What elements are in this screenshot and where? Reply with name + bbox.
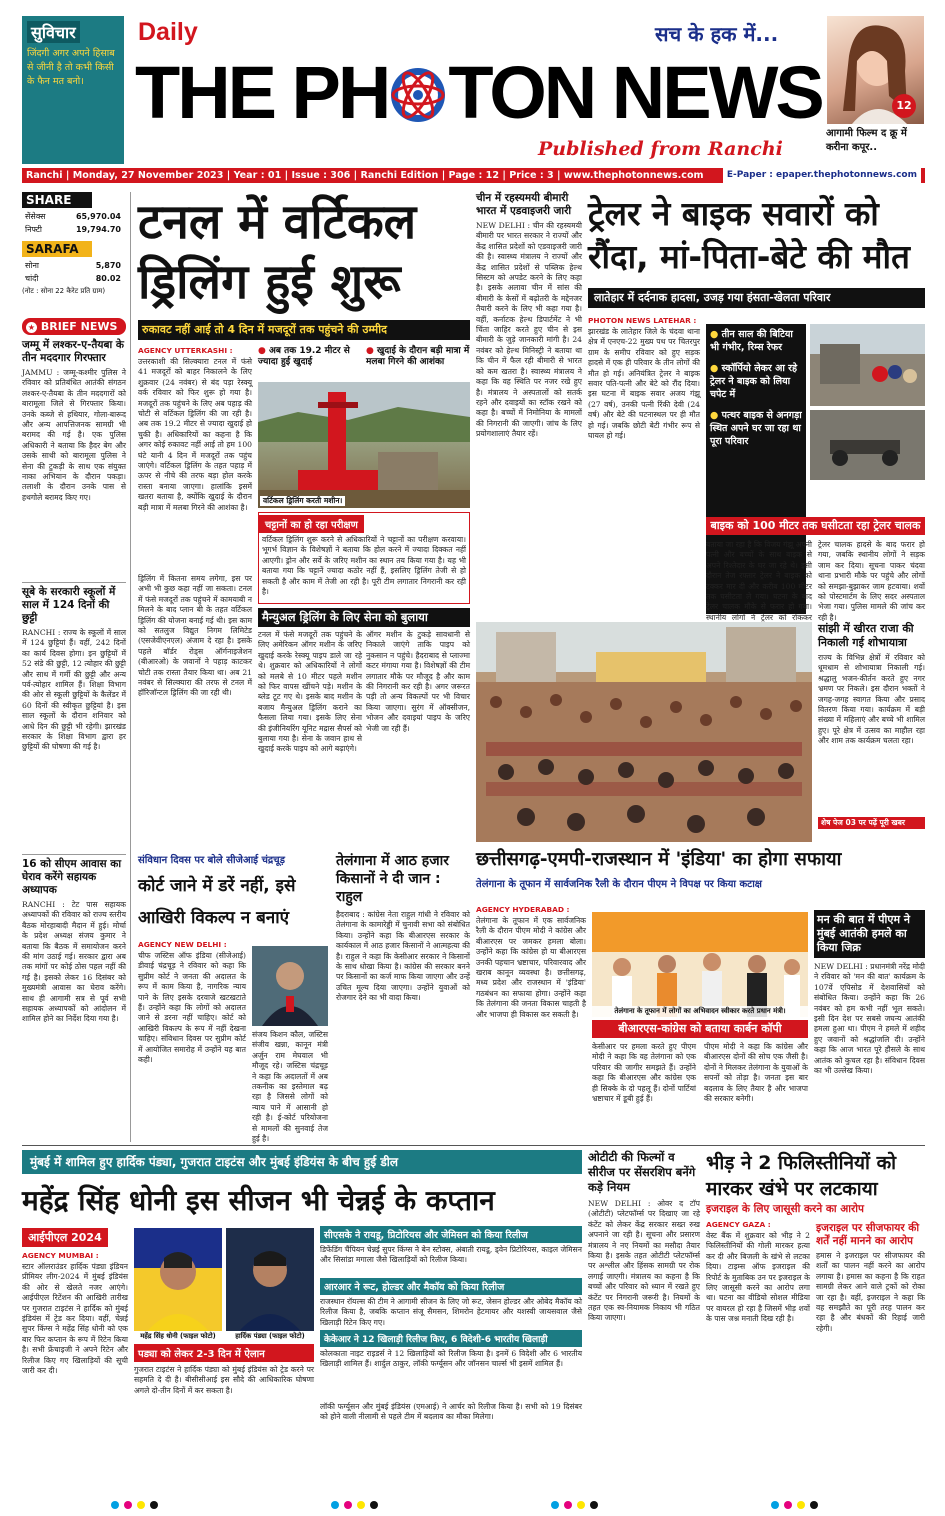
trailer-headline-line2: रौंदा, मां-पिता-बेटे की मौत [588, 237, 910, 276]
india-box-body-2: पीएम मोदी ने कहा कि कांग्रेस और बीआरएस दोनों की सोच एक जैसी है। दोनों ने मिलकर तेलंगाना के युवाओं के सपनों को तोड़ा है। जनता इस बार बदलाव के लिए तैयार है और भाजपा की सरकार बनेगी। [704, 1042, 808, 1104]
sports-list-1-title[interactable]: सीएसके ने रायडू, प्रिटोरियस और जेमिसन को किया रिलीज [320, 1226, 582, 1243]
ott-story [588, 1150, 700, 1485]
trailer-bullet-1 [710, 328, 802, 354]
india-agency: AGENCY HYDERABAD : [476, 905, 570, 914]
trailer-body-3: ट्रेलर चालक हादसे के बाद फरार हो गया, जबकि स्थानीय लोगों ने सड़क जाम कर दिया। सूचना पाकर चंदवा थाना प्रभारी मौके पर पहुंचे और लोगों को समझा-बुझाकर जाम हटवाया। शवों को पोस्टमार्टम के लिए सदर अस्पताल भेजा गया। पुलिस मामले की जांच कर रही है। [818, 540, 925, 622]
gaza-headline-line2: मारकर खंभे पर लटकाया [706, 1178, 878, 1200]
masthead-published: Published from Ranchi [538, 138, 783, 160]
telangana-story [336, 852, 470, 1140]
brief-story-1-body: JAMMU : जम्मू-कश्मीर पुलिस ने रविवार को प्रतिबंधित आतंकी संगठन लश्कर-ए-तैयबा के तीन मददगारों को बारामूला जिले से गिरफ्तार किया। उनके कब्जे से हथियार, गोला-बारूद और अन्य आपत्तिजनक सामग्री भी बरामद की गई है। एक पुलिस अधिकारी ने बताया कि हैदर बेग और उसके साथी को बारामूला पुलिस ने सेना की टुकड़ी के साथ एक संयुक्त नाका अभियान के दौरान पकड़ा। तलाशी के दौरान उनके पास से हथगोले बरामद किए गए। [22, 368, 126, 502]
lead-box-army [258, 608, 470, 841]
sanjhi-body: राज्य के विभिन्न क्षेत्रों में रविवार को धूमधाम से शोभायात्रा निकाली गई। श्रद्धालु भजन-कीर्तन करते हुए नगर भ्रमण पर निकले। इस दौरान भक्तों ने जगह-जगह स्वागत किया और प्रसाद वितरण किया गया। कार्यक्रम में बड़ी संख्या में महिलाएं और बच्चे भी शामिल हुए। पूरे क्षेत्र में उत्सव का माहौल रहा और शाम तक कार्यक्रम चलता रहा। [818, 653, 925, 746]
sports-list [320, 1226, 582, 1486]
sports-list-4-title[interactable]: केकेआर ने 12 खिलाड़ी रिलीज किए, 6 विदेशी-6 भारतीय खिलाड़ी [320, 1330, 582, 1347]
brief-news-title: BRIEF NEWS [40, 320, 118, 333]
sports-list-3-body: गुजरात टाइटंस ने हार्दिक पंड्या को मुंबई इंडियंस को ट्रेड करने पर सहमति दे दी है। बीसीसीआई इस सौदे की आधिकारिक घोषणा अगले दो-तीन दिनों में कर सकता है। [134, 1365, 314, 1395]
gaza-col1 [706, 1220, 810, 1485]
nifty-label: निफ्टी [25, 225, 42, 234]
masthead-tagline: सच के हक में... [655, 22, 779, 46]
dhoni-photo[interactable] [134, 1228, 222, 1340]
lead-box-army-body-2: ऑगर मशीन के टुकड़े सावधानी से निकाले जाएंगे ताकि पाइप को नुकसान न पहुंचे। हैदराबाद से प्लाज्मा कटर मंगाया गया है। विशेषज्ञों की टीम लगातार मौके पर मौजूद है और काम की निगरानी कर रही है। अगर जरूरत पड़ी तो अन्य विकल्पों पर भी विचार किया जाएगा। सुरंग में ऑक्सीजन, भोजन और दवाइयां पाइप के जरिए भेजी जा रही हैं। [366, 630, 470, 733]
gold-value: 5,870 [95, 261, 121, 270]
lead-body-1: उत्तरकाशी की सिल्क्यारा टनल में फंसे 41 मजदूरों को बाहर निकालने के लिए शुक्रवार (24 नवंबर) से बंद पड़ा रेस्क्यू वर्क रविवार को फिर शुरू हो गया है। मजदूरों तक पहुंचने के लिए अब पहाड़ की चोटी से वर्टिकल ड्रिलिंग की जा रही है। अब तक 19.2 मीटर से ज्यादा खुदाई हो चुकी है। अधिकारियों का कहना है कि अगर कोई रुकावट नहीं आई तो हम 100 घंटे यानी 4 दिन में मजदूरों तक पहुंच जाएंगे। वर्टिकल ड्रिलिंग के तहत पहाड़ में ऊपर से नीचे की तरफ बड़ा होल करके रास्ता बनाया जाएगा। हालांकि इसमें खतरा बताया है, क्योंकि खुदाई के दौरान बड़ी मात्रा में मलबा गिरने की आशंका है। [138, 357, 252, 512]
share-title: SHARE [22, 192, 92, 208]
trailer-bullet-2 [710, 362, 802, 401]
gaza-box-title[interactable]: इजराइल पर सीजफायर की शर्तें नहीं मानने का आरोप [816, 1222, 920, 1247]
info-city: Ranchi [26, 170, 63, 181]
bullet-icon: ● [366, 346, 377, 356]
sensex-label: सेंसेक्स [25, 212, 46, 221]
market-note: (नोट : सोना 22 कैरेट प्रति ग्राम) [22, 287, 106, 295]
photon-atom-logo [389, 51, 447, 109]
cji-col1 [138, 940, 246, 1140]
gaza-box-body: हमास ने इजराइल पर सीजफायर की शर्तों का पालन नहीं करने का आरोप लगाया है। हमास का कहना है कि राहत सामग्री लेकर आने वाले ट्रकों को रोका जा रहा है। वहीं, इजराइल ने कहा कि वह समझौते का पूरी तरह पालन कर रहा है और बंधकों की रिहाई जारी रहेगी। [816, 1251, 925, 1333]
info-bar: Ranchi | Monday, 27 November 2023 | Year : 01 | Issue : 306 | Ranchi Edition | Page : 12 | Price : 3 | www.thephotonnews.com E-Paper : epaper.thephotonnews.com [22, 168, 925, 183]
lead-box-rocks-body: वर्टिकल ड्रिलिंग शुरू करने से अधिकारियों ने चट्टानों का परीक्षण करवाया। भूगर्भ विज्ञान के विशेषज्ञों ने बताया कि होल करने में ज्यादा दिक्कत नहीं आएगी। ड्रोन और सर्वे के जरिए मशीन का स्थान तय किया गया है। यह भी बताया गया कि चट्टानें ज्यादा कठोर नहीं हैं, इसलिए ड्रिलिंग तेजी से हो सकती है और काम में तेजी आ रही है। पूरी टीम लगातार निगरानी कर रही है। [262, 535, 466, 597]
share-table [22, 210, 124, 236]
info-website[interactable]: www.thephotonnews.com [563, 170, 704, 181]
gaza-box [816, 1222, 925, 1485]
cji-photo[interactable] [252, 946, 328, 1026]
promo-photo[interactable] [827, 16, 924, 124]
brief-news-title-bar [22, 318, 126, 335]
india-body: तेलंगाना के तूफान में एक सार्वजनिक रैली के दौरान पीएम मोदी ने कांग्रेस और बीआरएस पर जमकर हमला बोला। उन्होंने कहा कि कांग्रेस हो या बीआरएस उनकी पहचान भ्रष्टाचार, परिवारवाद और खराब कानून व्यवस्था है। छत्तीसगढ़, मध्य प्रदेश और राजस्थान में 'इंडिया' गठबंधन का सफाया होगा। उन्होंने कहा कि तेलंगाना की जनता विकास चाहती है और भाजपा ही विकास कर सकती है। [476, 916, 586, 1019]
lead-bullet-2 [366, 346, 470, 368]
info-price: Price : 3 [509, 170, 554, 181]
sports-list-3-title[interactable]: पड्या को लेकर 2-3 दिन में ऐलान [134, 1344, 314, 1362]
print-registration-marks [110, 1495, 830, 1505]
gold-label: सोना [25, 261, 39, 270]
bullet-icon: ● [710, 410, 722, 421]
trailer-photo-caption: बाइक को 100 मीटर तक घसीटता रहा ट्रेलर चालक [706, 517, 925, 535]
trailer-bullet-3 [710, 409, 802, 448]
lead-bullets [258, 346, 470, 378]
india-box-col2 [704, 1042, 808, 1140]
rally-crowd-photo[interactable] [476, 622, 812, 842]
india-subhead: तेलंगाना के तूफान में सार्वजनिक रैली के दौरान पीएम ने विपक्ष पर किया कटाक्ष [476, 879, 762, 890]
sanjhi-story [818, 622, 925, 842]
brief-news-column [22, 318, 126, 1143]
india-box-body-1: केसीआर पर हमला करते हुए पीएम मोदी ने कहा कि वह तेलंगाना को एक परिवार की जागीर समझते हैं। उन्होंने कहा कि बीआरएस और कांग्रेस एक ही सिक्के के दो पहलू हैं। दोनों पार्टियां भ्रष्टाचार में डूबी हुई हैं। [592, 1042, 696, 1104]
trailer-bullet-1-text: तीन साल की बिटिया भी गंभीर, रिम्स रेफर [710, 329, 793, 353]
lead-story-col1 [138, 346, 252, 841]
china-body: NEW DELHI : चीन की रहस्यमयी बीमारी पर भारत सरकार ने राज्यों और केंद्र शासित प्रदेशों को एडवाइजरी जारी की है। स्वास्थ्य मंत्रालय ने राज्यों और केंद्र शासित प्रदेशों से पब्लिक हेल्थ सिस्टम को अपडेट करने के लिए कहा है। इसके अलावा चीन में सांस की बीमारी के केसों में बढ़ोतरी के मद्देनजर तैयारी करने के लिए भी कहा गया है। वहीं, कर्नाटक हेल्थ डिपार्टमेंट ने भी चिंता जाहिर करते हुए चीन से इस बीमारी के जुड़े जानकारी मांगी है। 24 नवंबर को हेल्थ मिनिस्ट्री ने बताया था कि चीन में फैल रही बीमारी से भारत को कम खतरा है। स्वास्थ्य मंत्रालय ने कहा कि वह स्थिति पर नजर रखे हुए है। मंत्रालय ने अस्पतालों को सतर्क रहने और दवाइयों का स्टॉक रखने को कहा है। बच्चों में निमोनिया के मामलों की निगरानी की जाएगी। जांच के लिए प्रयोगशालाएं तैयार रहें। [476, 221, 582, 439]
suvichar-box [22, 16, 124, 164]
india-col1 [476, 905, 586, 1140]
promo-page-badge: 12 [892, 94, 916, 118]
accident-photo[interactable] [810, 324, 925, 406]
suvichar-text: जिंदगी अगर अपने हिसाब से जीनी है तो कभी किसी के फैन मत बनो। [27, 48, 115, 87]
nifty-value: 19,794.70 [75, 225, 121, 234]
china-story [476, 192, 582, 592]
silver-label: चांदी [25, 274, 39, 283]
dhoni-caption: महेंद्र सिंह धोनी (फाइल फोटो) [134, 1331, 222, 1340]
gaza-body: वेस्ट बैंक में शुक्रवार को भीड़ ने 2 फिलिस्तीनियों की गोली मारकर हत्या कर दी और बिजली के खंभे से लटका दिया। टाइम्स ऑफ इजराइल की रिपोर्ट के मुताबिक उन पर इजराइल के लिए जासूसी करने का आरोप लगा था। घटना का वीडियो सोशल मीडिया पर वायरल हो रहा है जिसमें भीड़ शवों के पास जश्न मनाती दिख रही है। [706, 1231, 810, 1324]
sports-col1 [22, 1226, 128, 1484]
trailer-col3 [818, 540, 925, 622]
silver-value: 80.02 [95, 274, 121, 283]
suvichar-title: सुविचार [27, 21, 80, 43]
cji-body-2: संजय किशन कौल, जस्टिस संजीव खन्ना, कानून मंत्री अर्जुन राम मेघवाल भी मौजूद रहे। जस्टिस चंद्रचूड़ ने कहा कि अदालतों में अब तकनीक का इस्तेमाल बढ़ रहा है जिससे लोगों को न्याय पाने में आसानी हो रही है। ई-कोर्ट परियोजना से मामलों की सुनवाई तेज हुई है। [252, 1030, 328, 1144]
lead-box-army-title: मैन्युअल ड्रिलिंग के लिए सेना को बुलाया [258, 608, 470, 627]
lead-headline-line1: टनल में वर्टिकल [138, 194, 417, 250]
brief-story-1-head[interactable]: जम्मू में लश्कर-ए-तैयबा के तीन मददगार गिरफ्तार [22, 339, 124, 364]
info-edition: Ranchi Edition [360, 170, 439, 181]
brief-story-3-body: RANCHI : टेट पास सहायक अध्यापकों की रविवार को राज्य स्तरीय बैठक मोरहाबादी मैदान में हुई। मोर्चा के प्रदेश अध्यक्ष संजय कुमार ने बताया कि बैठक में समायोजन करने की मांग उठाई गई। सरकार द्वारा अब तक मांगों पर कोई ठोस पहल नहीं की गई है। इसको लेकर 16 दिसंबर को मुख्यमंत्री आवास का घेराव करेंगे। साथ ही आगामी सत्र से पूर्व सभी सहायक अध्यापकों को आंदोलन में शामिल होने का निर्देश दिया गया है। [22, 900, 126, 1024]
masthead-title [135, 45, 825, 140]
pm-rally-photo[interactable] [592, 912, 808, 1017]
gaza-headline[interactable] [706, 1150, 925, 1202]
trailer-col1 [588, 316, 700, 616]
brief-story-2-head[interactable]: सूबे के सरकारी स्कूलों में साल में 124 दिनों की छुट्टी [22, 582, 126, 625]
sports-pandya-box [134, 1344, 314, 1484]
section-rule [22, 1145, 925, 1146]
sanjhi-headline[interactable]: सांझी में खीरत राजा की निकाली गई शोभायात्रा [818, 622, 914, 649]
trailer-bullet-2-text: स्कॉर्पियो लेकर आ रहे ट्रेलर ने बाइक को लिया चपेट में [710, 363, 798, 400]
india-box-title: बीआरएस-कांग्रेस को बताया कार्बन कॉपी [592, 1020, 808, 1038]
info-issue: Issue : 306 [291, 170, 351, 181]
telangana-body: हैदराबाद : कांग्रेस नेता राहुल गांधी ने रविवार को तेलंगाना के कामारेड्डी में चुनावी सभा को संबोधित किया। उन्होंने कहा कि बीआरएस सरकार के कार्यकाल में आठ हजार किसानों ने आत्महत्या की है। राहुल ने कहा कि केसीआर सरकार ने किसानों के साथ धोखा किया है। कांग्रेस की सरकार बनने पर किसानों का कर्ज माफ किया जाएगा और उन्हें उचित मूल्य दिया जाएगा। उन्होंने युवाओं को रोजगार देने का भी वादा किया। [336, 910, 470, 1003]
title-part2: TON NEWS [448, 51, 822, 134]
lead-bullet-1-text: अब तक 19.2 मीटर से ज्यादा हुई खुदाई [258, 346, 350, 367]
gaza-headline-line1: भीड़ ने 2 फिलिस्तीनियों को [706, 1152, 897, 1174]
column-rule [130, 192, 131, 1142]
lead-bullet-1 [258, 346, 358, 368]
cji-body-1: चीफ जस्टिस ऑफ इंडिया (सीजेआई) डीवाई चंद्रचूड़ ने रविवार को कहा कि सुप्रीम कोर्ट ने जनता की अदालत के रूप में काम किया है, नागरिक न्याय पाने के लिए इसके दरवाजे खटखटाते हैं। उन्होंने कहा कि लोगों को अदालत जाने से डरना नहीं चाहिए। कोर्ट को आखिरी विकल्प के रूप में नहीं देखना चाहिए। संविधान दिवस पर सुप्रीम कोर्ट में आयोजित समारोह में उन्होंने यह बात कही। [138, 951, 246, 1065]
sports-agency: AGENCY MUMBAI : [22, 1251, 99, 1260]
ott-body: NEW DELHI : ओवर द टॉप (ओटीटी) प्लेटफॉर्म्स पर दिखाए जा रहे कंटेंट को लेकर केंद्र सरकार सख्त रुख अपनाने जा रही है। सूचना और प्रसारण मंत्रालय ने नए नियमों का मसौदा तैयार किया है। इसके तहत ओटीटी प्लेटफॉर्म्स पर अश्लील और हिंसक सामग्री पर रोक लगाई जाएगी। मंत्रालय का कहना है कि बच्चों और परिवार को ध्यान में रखते हुए कंटेंट पर निगरानी जरूरी है। नियमों के तहत एक स्व-नियामक निकाय भी गठित किया जाएगा। [588, 1199, 700, 1323]
mann-story [814, 910, 925, 1140]
sanjhi-continue[interactable]: शेष पेज 03 पर पढ़ें पूरी खबर [818, 817, 925, 829]
lead-agency: AGENCY UTTERKASHI : [138, 346, 233, 355]
cji-kicker: संविधान दिवस पर बोले सीजेआई चंद्रचूड़ [138, 855, 285, 866]
lead-box-rocks-title: चट्टानों का हो रहा परीक्षण [259, 515, 364, 533]
sports-list-2-title[interactable]: आरआर ने रूट, होल्डर और मैकॉय को किया रिलीज [320, 1278, 582, 1295]
brief-story-2-body: RANCHI : राज्य के स्कूलों में साल में 124 छुट्टियां हैं। वहीं, 242 दिनों का कार्य दिवस होगा। इन छुट्टियों में 52 संडे की छुट्टी, 12 त्योहार की छुट्टी और साथ में गर्मी की छुट्टी और अन्य पर्व-त्योहार शामिल हैं। शिक्षा विभाग की ओर से स्कूली छुट्टियों के कैलेंडर में 60 दिनों की स्वीकृत छुट्टियां है। इस साल स्कूलों के दौरान शनिवार को आधे दिन की छुट्टी भी रहेगी। झारखंड सरकार के शिक्षा विभाग द्वारा हर छुट्टियों की घोषणा की गई है। [22, 628, 126, 752]
bullet-icon: ● [258, 346, 269, 356]
mann-body: NEW DELHI : प्रधानमंत्री नरेंद्र मोदी ने रविवार को 'मन की बात' कार्यक्रम के 107वें एपिसोड में देशवासियों को संबोधित किया। उन्होंने कहा कि 26 नवंबर को हम कभी नहीं भूल सकते। इसी दिन देश पर सबसे जघन्य आतंकी हमला हुआ था। पीएम ने हमले में शहीद हुए जवानों को श्रद्धांजलि दी। उन्होंने कहा कि आज भारत पूरे हौसले के साथ आतंक को कुचल रहा है। संविधान दिवस का भी उल्लेख किया। [814, 962, 925, 1076]
cji-headline-line1: कोर्ट जाने में डरें नहीं, इसे [138, 876, 296, 896]
masthead-daily: Daily [138, 18, 198, 46]
ipl-tag: आईपीएल 2024 [22, 1228, 108, 1247]
trailer-body-2: बताया जा रहा है कि विजय गंझू अपनी पत्नी और बच्चों के साथ बाइक से अपने रिश्तेदार के घर जा रहे थे। इसी दौरान तेज रफ्तार ट्रेलर ने बाइक को टक्कर मार दी और करीब 100 मीटर तक घसीटता ले गया। घटना के बाद ट्रेलर चालक मौके से फरार हो गया। स्थानीय लोगों ने ट्रेलर को रोककर [706, 540, 812, 622]
lead-box-army-body: टनल में फंसे मजदूरों तक पहुंचने के लिए अमेरिकन ऑगर मशीन के जरिए खुदाई करके रेस्क्यू पाइप डाले जा रहे थे। शुक्रवार को अधिकारियों ने लोगों को मलबे से 10 मीटर पहले मशीन को फिर वापस खींचने पड़े। मशीन के ब्लेड टूट गए थे। इसके बाद मशीन के बजाय मैन्युअल ड्रिलिंग कराने का फैसला लिया गया। इसके लिए सेना की इंजीनियरिंग यूनिट मद्रास सैपर्स को बुलाया गया है। सेना के जवान हाथ से खुदाई करके पाइप को आगे बढ़ाएंगे। [258, 630, 362, 754]
drilling-photo[interactable] [258, 382, 470, 508]
sarafa-table [22, 259, 124, 285]
accident-photo-2[interactable] [810, 410, 925, 480]
drilling-photo-caption: वर्टिकल ड्रिलिंग करती मशीन। [260, 496, 345, 506]
india-headline[interactable]: छत्तीसगढ़-एमपी-राजस्थान में 'इंडिया' का होगा सफाया [476, 849, 842, 870]
trailer-col2 [706, 540, 812, 622]
cji-agency: AGENCY NEW DELHI : [138, 940, 227, 949]
lead-bullet-2-text: खुदाई के दौरान बड़ी मात्रा में मलबा गिरने की आशंका [366, 346, 470, 367]
pm-rally-caption: तेलंगाना के तूफान में लोगों का अभिवादन स्वीकार करते प्रधान मंत्री। [592, 1006, 808, 1017]
info-epaper[interactable]: E-Paper : epaper.thephotonnews.com [723, 168, 921, 183]
trailer-headline-line1: ट्रेलर ने बाइक सवारों को [588, 194, 879, 233]
trailer-agency: PHOTON NEWS LATEHAR : [588, 316, 697, 325]
promo-text[interactable]: आगामी फिल्म द क्रू में करीना कपूर.. [826, 128, 907, 153]
sarafa-title: SARAFA [22, 241, 92, 257]
sports-bottom-text: लॉकी फर्ग्यूसन और मुंबई इंडियंस (एमआई) ने आर्चर को रिलीज किया है। सभी को 19 दिसंबर को होने वाली नीलामी से पहले टीम में बदलाव का मौका मिलेगा। [320, 1402, 582, 1422]
trailer-body-1: झारखंड के लातेहार जिले के चंदवा थाना क्षेत्र में एनएच-22 मुख्य पथ पर चितरपुर ग्राम के समीप रविवार को हुए सड़क हादसे में एक ही परिवार के तीन लोगों की मौत हो गई। अनियंत्रित ट्रेलर ने बाइक सवार पति-पत्नी और बेटे को रौंद दिया। इस घटना में बाइक सवार अजय गंझू (27 वर्ष), उनकी पत्नी रिंकी देवी (24 वर्ष) और बेटे की घटनास्थल पर ही मौत हो गई। जबकि छोटी बेटी गंभीर रूप से घायल हो गई। [588, 327, 700, 441]
info-page: Page : 12 [448, 170, 500, 181]
market-panel [22, 192, 124, 314]
sports-list-2-body: राजस्थान रॉयल्स की टीम ने आगामी सीजन के लिए जो रूट, जेसन होल्डर और ओबेद मैकॉय को रिलीज किया है, जबकि कप्तान संजू सैमसन, शिमरोन हेटमायर और यशस्वी जायसवाल जैसे खिलाड़ी रिटेन किए गए। [320, 1297, 582, 1327]
cji-headline-line2: आखिरी विकल्प न बनाएं [138, 908, 290, 928]
mann-headline[interactable]: मन की बात में पीएम ने मुंबई आतंकी हमले का किया जिक्र [814, 910, 925, 958]
hardik-caption: हार्दिक पंड्या (फाइल फोटो) [226, 1331, 314, 1340]
lead-headline[interactable] [138, 192, 468, 317]
gaza-subhead: इजराइल के लिए जासूसी करने का आरोप [706, 1203, 864, 1215]
telangana-headline[interactable]: तेलंगाना में आठ हजार किसानों ने दी जान : राहुल [336, 853, 449, 905]
trailer-headline[interactable] [588, 192, 925, 282]
title-part1: THE PH [135, 51, 389, 134]
sports-list-1-body: डिफेंडिंग चैंपियन चेन्नई सुपर किंग्स ने बेन स्टोक्स, अंबाती रायडू, ड्वेन प्रिटोरियस, काइल जेमिसन और सिसांडा मगाला जैसे खिलाड़ियों को रिलीज किया। [320, 1245, 582, 1265]
lead-body-2: ड्रिलिंग में कितना समय लगेगा, इस पर अभी भी कुछ कहा नहीं जा सकता। टनल में फंसे मजदूरों तक पहुंचने में कामयाबी न मिलने के बाद प्लान बी के तहत वर्टिकल ड्रिलिंग की योजना बनाई गई थी। इस काम को सतलुज विद्युत निगम लिमिटेड (एसजेवीएनएल) अंजाम दे रहा है। इसके पहले बॉर्डर रोड्स ऑर्गनाइजेशन (बीआरओ) के जवानों ने पहाड़ काटकर चोटी तक रास्ता तैयार किया था। अब 21 नवंबर से सिल्क्यारा की तरफ से टनल में हॉरिजॉन्टल ड्रिलिंग की जा रही थी। [138, 574, 252, 698]
sports-banner[interactable]: मुंबई में शामिल हुए हार्दिक पंड्या, गुजरात टाइटंस और मुंबई इंडियंस के बीच हुई डील [22, 1150, 582, 1174]
bullet-icon: ● [710, 363, 722, 374]
cji-col2 [252, 1030, 328, 1144]
sensex-value: 65,970.04 [75, 212, 121, 221]
gaza-agency: AGENCY GAZA : [706, 1220, 771, 1229]
hardik-photo[interactable] [226, 1228, 314, 1340]
info-year: Year : 01 [233, 170, 282, 181]
bullet-icon: ● [710, 329, 722, 340]
china-headline[interactable]: चीन में रहस्यमयी बीमारी भारत में एडवाइजरी जारी [476, 192, 572, 217]
cji-headline[interactable] [138, 870, 328, 936]
brief-news-icon: ★ [27, 323, 36, 332]
sports-list-4-body: कोलकाता नाइट राइडर्स ने 12 खिलाड़ियों को रिलीज किया है। इनमें 6 विदेशी और 6 भारतीय खिलाड़ी शामिल हैं। शार्दुल ठाकुर, लॉकी फर्ग्यूसन और जॉनसन चार्ल्स भी इसमें शामिल हैं। [320, 1349, 582, 1369]
trailer-subhead: लातेहार में दर्दनाक हादसा, उजड़ गया हंसता-खेलता परिवार [588, 288, 925, 308]
lead-headline-line2: ड्रिलिंग हुई शुरू [138, 254, 401, 310]
india-box-col1 [592, 1042, 696, 1140]
ott-headline[interactable]: ओटीटी की फिल्मों व सीरीज पर सेंसरशिप बनेंगे कड़े नियम [588, 1150, 696, 1194]
trailer-bullet-3-text: पत्थर बाइक से अनगड़ा स्थित अपने घर जा रहा था पूरा परिवार [710, 410, 802, 447]
brief-story-3-head[interactable]: 16 को सीएम आवास का घेराव करेंगे सहायक अध्यापक [22, 854, 126, 897]
info-date: Monday, 27 November 2023 [72, 170, 224, 181]
lead-box-rocks [258, 512, 470, 604]
sports-body: स्टार ऑलराउंडर हार्दिक पंड्या इंडियन प्रीमियर लीग-2024 में मुंबई इंडियंस की ओर से खेलते नजर आएंगे। आईपीएल रिटेंशन की आखिरी तारीख पर गुजरात टाइटंस ने हार्दिक को मुंबई इंडियंस में ट्रेड कर दिया। वहीं, चेन्नई सुपर किंग्स ने महेंद्र सिंह धोनी को एक बार फिर कप्तान के रूप में रिटेन किया है। सभी फ्रेंचाइजी ने अपने रिटेन और रिलीज किए गए खिलाड़ियों की सूची जारी कर दी। [22, 1262, 128, 1376]
lead-subhead: रुकावट नहीं आई तो 4 दिन में मजदूरों तक पहुंचने की उम्मीद [138, 320, 470, 340]
sports-headline[interactable]: महेंद्र सिंह धोनी इस सीजन भी चेन्नई के कप्तान [22, 1184, 495, 1217]
